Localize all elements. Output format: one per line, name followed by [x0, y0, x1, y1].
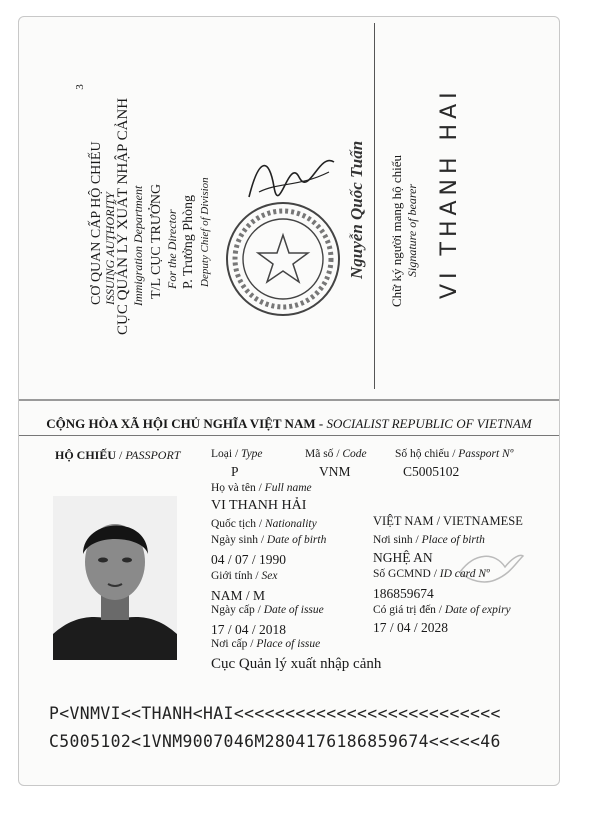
issuing-authority-en: ISSUING AUTHORITY — [103, 192, 117, 305]
fullname-label: Họ và tên / Full name — [211, 482, 312, 494]
code-value: VNM — [319, 464, 351, 479]
mrz-line-2: C5005102<1VNM9007046M2804176186859674<<<<<46 — [49, 732, 501, 751]
passport-scan — [18, 16, 560, 786]
expiry-date-label: Có giá trị đến / Date of expiry — [373, 604, 511, 616]
country-header-en: SOCIALIST REPUBLIC OF VIETNAM — [326, 416, 532, 431]
department-en: Immigration Department — [131, 185, 145, 306]
official-signature-name: Nguyễn Quốc Tuấn — [347, 140, 366, 279]
issue-date-label: Ngày cấp / Date of issue — [211, 604, 324, 616]
nationality-value: VIỆT NAM / VIETNAMESE — [373, 514, 523, 528]
issuing-authority-vi: CƠ QUAN CẤP HỘ CHIẾU — [89, 141, 104, 305]
mrz-line-1: P<VNMVI<<THANH<HAI<<<<<<<<<<<<<<<<<<<<<<<<<< — [49, 704, 501, 723]
dove-watermark — [455, 542, 525, 592]
pob-value: NGHỆ AN — [373, 550, 433, 565]
sex-label: Giới tính / Sex — [211, 570, 278, 582]
issue-date-value: 17 / 04 / 2018 — [211, 622, 287, 637]
deputy-vi: P. Trưởng Phòng — [181, 195, 196, 289]
fold-divider — [374, 23, 375, 389]
type-label: Loại / Type — [211, 448, 263, 460]
upper-page — [19, 17, 559, 401]
dob-value: 04 / 07 / 1990 — [211, 552, 287, 567]
passport-title: HỘ CHIẾU / PASSPORT — [55, 448, 181, 462]
type-value: P — [231, 464, 239, 479]
bearer-signature-label-en: Signature of bearer — [405, 183, 419, 277]
fullname-value: VI THANH HẢI — [211, 498, 307, 513]
passport-number-value: C5005102 — [403, 464, 460, 479]
holder-photo — [53, 496, 177, 660]
place-issue-value: Cục Quản lý xuất nhập cảnh — [211, 656, 382, 672]
idcard-label: Số GCMND / ID card Nº — [373, 568, 490, 580]
sex-value: NAM / M — [211, 588, 266, 603]
country-header: CỘNG HÒA XÃ HỘI CHỦ NGHĨA VIỆT NAM - SOCIALIST REPUBLIC OF VIETNAM — [19, 416, 559, 436]
portrait-image — [53, 496, 177, 660]
bearer-signature: VI THANH HAI — [437, 87, 462, 299]
dob-label: Ngày sinh / Date of birth — [211, 534, 327, 546]
bearer-signature-label-vi: Chữ ký người mang hộ chiếu — [389, 154, 404, 307]
department-vi: CỤC QUẢN LÝ XUẤT NHẬP CẢNH — [115, 97, 131, 335]
place-issue-label: Nơi cấp / Place of issue — [211, 638, 321, 650]
expiry-date-value: 17 / 04 / 2028 — [373, 620, 449, 635]
page-number: 3 — [73, 84, 86, 90]
code-label: Mã số / Code — [305, 448, 367, 460]
country-header-vi: CỘNG HÒA XÃ HỘI CHỦ NGHĨA VIỆT NAM — [46, 416, 316, 431]
idcard-value: 186859674 — [373, 586, 434, 601]
official-signature-scribble — [239, 147, 339, 207]
pob-label: Nơi sinh / Place of birth — [373, 534, 485, 546]
data-page — [19, 402, 559, 782]
nationality-label: Quốc tịch / Nationality — [211, 518, 317, 530]
for-director-vi: T/L CỤC TRƯỞNG — [149, 183, 164, 299]
for-director-en: For the Director — [165, 209, 179, 289]
deputy-en: Deputy Chief of Division — [199, 177, 211, 287]
passport-number-label: Số hộ chiếu / Passport Nº — [395, 448, 514, 460]
official-seal-stamp — [223, 199, 343, 319]
